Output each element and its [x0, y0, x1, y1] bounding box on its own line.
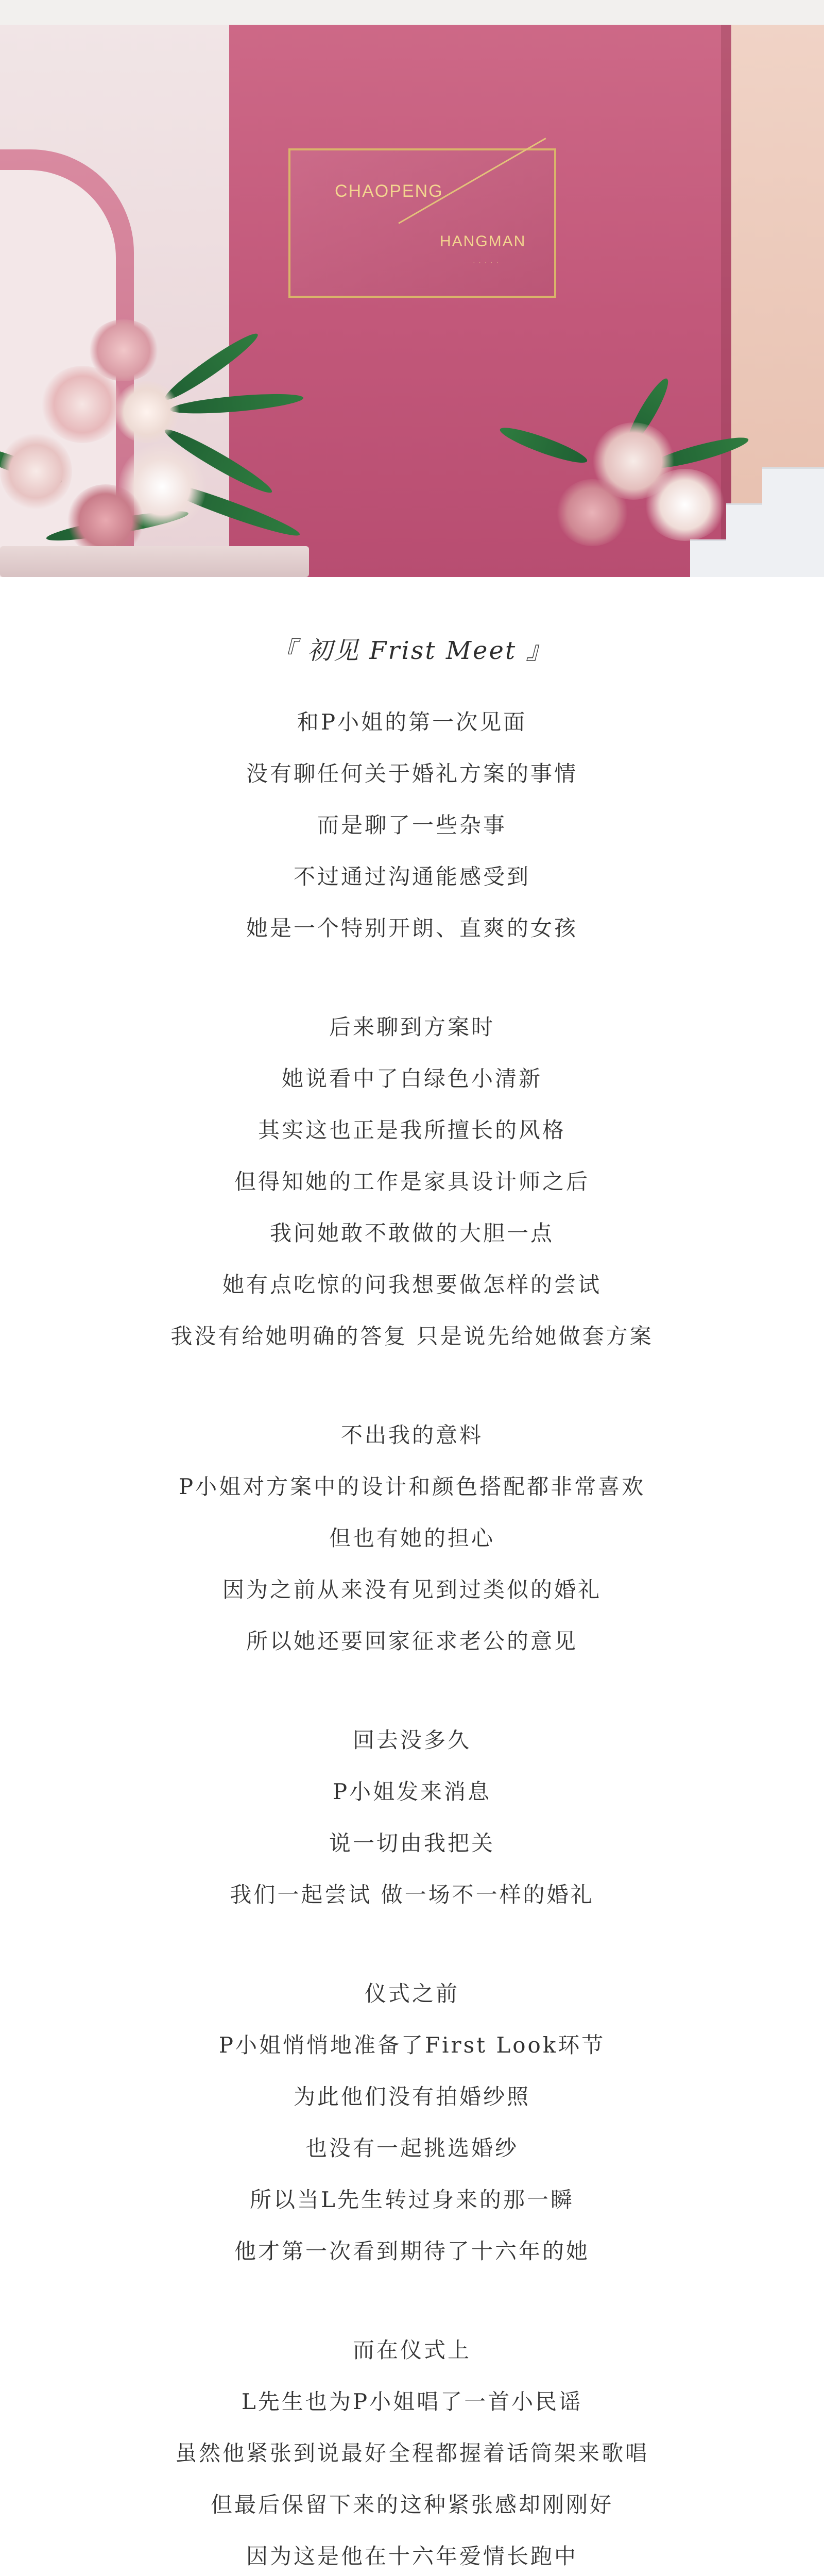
sign-diagonal-line: [398, 138, 546, 224]
text-line: 后来聊到方案时: [329, 1014, 495, 1040]
text-line: 她有点吃惊的问我想要做怎样的尝试: [222, 1272, 602, 1297]
flower-cluster: [644, 469, 726, 541]
text-line: 我没有给她明确的答复 只是说先给她做套方案: [170, 1324, 654, 1349]
palm-leaf: [160, 328, 262, 406]
palm-leaf: [497, 422, 590, 468]
text-line: 其实这也正是我所擅长的风格: [258, 1117, 566, 1143]
text-line: 但也有她的担心: [329, 1526, 495, 1551]
hero-photo: [0, 0, 824, 577]
paragraph: [0, 1002, 824, 1362]
ceiling: [0, 0, 824, 25]
paragraph: [0, 2325, 824, 2576]
sign-bottom-text: HANGMAN: [440, 233, 526, 250]
text-line: P小姐对方案中的设计和颜色搭配都非常喜欢: [178, 1474, 646, 1499]
text-line: 和P小姐的第一次见面: [297, 709, 527, 735]
text-line: 仪式之前: [364, 1981, 459, 2006]
text-line: 而在仪式上: [352, 2337, 471, 2363]
flower-cluster: [41, 366, 124, 443]
text-line: 因为之前从来没有见到过类似的婚礼: [222, 1577, 602, 1602]
text-line: P小姐悄悄地准备了First Look环节: [218, 2032, 606, 2058]
text-line: 但得知她的工作是家具设计师之后: [234, 1169, 590, 1194]
text-line: 所以当L先生转过身来的那一瞬: [250, 2187, 574, 2212]
text-line: 回去没多久: [352, 1727, 471, 1753]
paragraph: [0, 1968, 824, 2277]
paragraph: [0, 697, 824, 954]
wedding-logo-sign: [288, 148, 556, 298]
section-title: 『 初见 Frist Meet 』: [271, 636, 553, 665]
flower-cluster: [556, 479, 628, 546]
left-floral-arrangement: [0, 289, 319, 577]
text-line: 我问她敢不敢做的大胆一点: [269, 1221, 554, 1246]
flower-cluster: [0, 433, 72, 510]
text-line: L先生也为P小姐唱了一首小民谣: [241, 2389, 583, 2414]
palm-leaf: [169, 390, 304, 417]
sign-small-text: · · · · ·: [473, 259, 500, 266]
text-line: 我们一起尝试 做一场不一样的婚礼: [230, 1882, 594, 1907]
text-line: 他才第一次看到期待了十六年的她: [234, 2239, 590, 2264]
text-line: 因为这是他在十六年爱情长跑中: [246, 2544, 578, 2569]
text-line: P小姐发来消息: [332, 1779, 492, 1804]
text-line: 也没有一起挑选婚纱: [305, 2136, 519, 2161]
text-line: 不过通过沟通能感受到: [293, 864, 530, 889]
text-line: 她是一个特别开朗、直爽的女孩: [246, 916, 578, 941]
right-floral-arrangement: [525, 402, 742, 577]
text-line: 虽然他紧张到说最好全程都握着话筒架来歌唱: [175, 2441, 649, 2466]
text-line: 不出我的意料: [340, 1422, 483, 1448]
paragraph: [0, 1410, 824, 1667]
paragraph: [0, 1715, 824, 1921]
flower-cluster: [67, 484, 144, 556]
text-line: 没有聊任何关于婚礼方案的事情: [246, 761, 578, 786]
text-line: 说一切由我把关: [329, 1831, 495, 1856]
text-line: 所以她还要回家征求老公的意见: [246, 1629, 578, 1654]
sign-top-text: CHAOPENG: [335, 181, 443, 201]
text-line: 而是聊了一些杂事: [317, 812, 507, 838]
floor-planter: [0, 546, 309, 577]
text-line: 她说看中了白绿色小清新: [281, 1066, 542, 1091]
flower-cluster: [113, 381, 180, 443]
text-line: 但最后保留下来的这种紧张感却刚刚好: [210, 2492, 613, 2517]
text-line: 为此他们没有拍婚纱照: [293, 2084, 530, 2109]
story-section: [0, 634, 824, 2576]
